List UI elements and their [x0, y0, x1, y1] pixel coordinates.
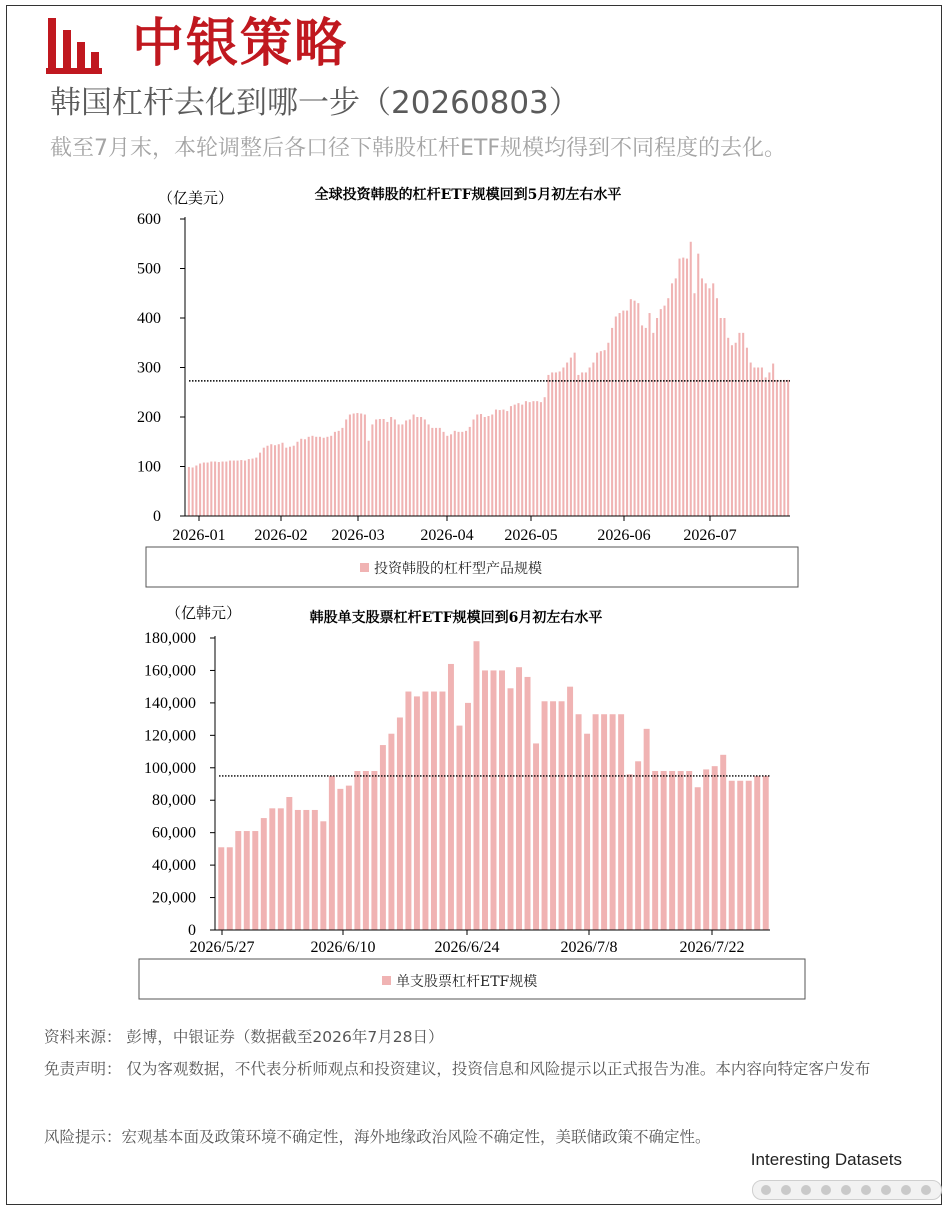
y-unit-label: （亿韩元） [166, 604, 242, 622]
bar [240, 460, 242, 516]
bar [502, 410, 504, 516]
bar [783, 380, 785, 516]
bar [380, 745, 386, 930]
bar [207, 463, 209, 516]
bar [482, 670, 488, 930]
bar [495, 410, 497, 516]
bar [686, 771, 692, 930]
x-axis-ticks [172, 516, 736, 544]
bar [394, 419, 396, 516]
bar [315, 437, 317, 516]
bar [439, 692, 445, 930]
bar [289, 447, 291, 516]
bar [630, 299, 632, 516]
x-axis-ticks [190, 930, 745, 956]
bar [330, 436, 332, 516]
bar [218, 462, 220, 516]
bar [398, 424, 400, 516]
bar [555, 372, 557, 516]
bar [371, 771, 377, 930]
bar [252, 459, 254, 516]
bar [618, 714, 624, 930]
bar [188, 467, 190, 516]
bar [375, 419, 377, 516]
x-tick-label: 2026/6/10 [310, 939, 376, 956]
bar [652, 333, 654, 516]
bar [622, 311, 624, 516]
bar [641, 325, 643, 516]
bar [693, 293, 695, 516]
bar [746, 348, 748, 516]
bar [428, 424, 430, 516]
y-unit-label: （亿美元） [158, 189, 234, 207]
bar [233, 461, 235, 516]
bar [584, 734, 590, 930]
bar [644, 729, 650, 930]
bar [439, 428, 441, 516]
bar [286, 797, 292, 930]
bar [345, 419, 347, 516]
bar [346, 786, 352, 930]
legend-swatch-icon [360, 563, 369, 572]
bar [645, 328, 647, 516]
bar [383, 419, 385, 516]
bar [753, 368, 755, 517]
bar [731, 345, 733, 516]
bar [499, 410, 501, 516]
y-tick-label: 500 [137, 260, 161, 278]
footer-risk: 风险提示：宏观基本面及政策环境不确定性，海外地缘政治风险不确定性，美联储政策不确定性。 [44, 1128, 711, 1146]
bar [397, 717, 403, 930]
bar [274, 445, 276, 516]
bar [576, 714, 582, 930]
bar [454, 431, 456, 516]
y-axis-ticks [137, 211, 185, 525]
bar [703, 769, 709, 930]
bar [705, 283, 707, 516]
footer-disclaimer: 免责声明： 仅为客观数据，不代表分析师观点和投资建议，投资信息和风险提示以正式报告为准。本内容向特定客户发布 [44, 1060, 871, 1078]
y-tick-label: 80,000 [152, 792, 196, 810]
bar [476, 415, 478, 516]
x-tick-label: 2026-07 [683, 527, 737, 544]
bar [414, 696, 420, 930]
bar [768, 372, 770, 516]
bar [508, 688, 514, 930]
bar [690, 242, 692, 516]
bar [446, 436, 448, 516]
bar [450, 434, 452, 516]
bar [592, 363, 594, 516]
bar [326, 437, 328, 516]
y-tick-label: 40,000 [152, 857, 196, 875]
bar [390, 417, 392, 516]
bar [210, 462, 212, 516]
y-tick-label: 100,000 [144, 759, 196, 777]
report-title: 韩国杠杆去化到哪一步（20260803） [50, 85, 580, 121]
bar [506, 411, 508, 516]
bar [627, 774, 633, 930]
y-tick-label: 60,000 [152, 824, 196, 842]
bar [278, 444, 280, 516]
bar [214, 462, 216, 516]
bar [716, 298, 718, 516]
bar [708, 288, 710, 516]
legend-label: 投资韩股的杠杆型产品规模 [374, 561, 542, 577]
bar [635, 761, 641, 930]
bar [304, 439, 306, 516]
legend-swatch-icon [382, 976, 391, 985]
bar [737, 781, 743, 930]
bar [465, 703, 471, 930]
x-tick-label: 2026-05 [504, 527, 558, 544]
bar [626, 311, 628, 516]
bar [637, 303, 639, 516]
bar [371, 424, 373, 516]
y-tick-label: 120,000 [144, 727, 196, 745]
bar [308, 437, 310, 516]
bar [235, 831, 241, 930]
bar [364, 415, 366, 516]
bar [458, 432, 460, 516]
bar [255, 458, 257, 516]
bar [456, 726, 462, 930]
bar [675, 278, 677, 516]
bar [559, 701, 565, 930]
bar [368, 441, 370, 516]
x-tick-label: 2026/7/8 [560, 939, 618, 956]
bar [550, 701, 556, 930]
bar [329, 776, 335, 930]
bar [431, 428, 433, 516]
bar [356, 413, 358, 516]
bar [386, 422, 388, 516]
bar [551, 372, 553, 516]
y-tick-label: 400 [137, 310, 161, 327]
bar [225, 462, 227, 516]
bar [544, 397, 546, 516]
bar [401, 424, 403, 516]
bar [474, 641, 480, 930]
bar [353, 414, 355, 516]
bar [533, 743, 539, 930]
report-subtitle: 截至7月末，本轮调整后各口径下韩股杠杆ETF规模均得到不同程度的去化。 [50, 136, 786, 161]
brand-name: 中银策略 [132, 14, 349, 74]
bar [787, 380, 789, 516]
bar [491, 670, 497, 930]
bar [671, 283, 673, 516]
bar [296, 442, 298, 516]
bar [261, 818, 267, 930]
bar [562, 368, 564, 517]
y-axis-ticks [144, 630, 215, 939]
bar [738, 333, 740, 516]
bar [772, 364, 774, 516]
bar [761, 368, 763, 517]
bar [757, 368, 759, 517]
bar [448, 664, 454, 930]
y-tick-label: 100 [137, 458, 161, 476]
x-tick-label: 2026-01 [172, 527, 226, 544]
y-tick-label: 20,000 [152, 889, 196, 907]
bar [469, 427, 471, 516]
bar [634, 301, 636, 516]
bar [227, 847, 233, 930]
bar [312, 810, 318, 930]
bar [712, 283, 714, 516]
y-tick-label: 140,000 [144, 694, 196, 712]
bar [320, 821, 326, 930]
bar [695, 787, 701, 930]
bar [293, 446, 295, 516]
axes [210, 636, 770, 930]
bar [431, 692, 437, 930]
bar [750, 363, 752, 516]
bar [585, 372, 587, 516]
bar [420, 417, 422, 516]
bar [244, 461, 246, 516]
bar [295, 810, 301, 930]
bar [686, 259, 688, 516]
bar [669, 771, 675, 930]
bar [248, 459, 250, 516]
watermark: Interesting Datasets [750, 1150, 902, 1169]
bar [559, 371, 561, 516]
x-tick-label: 2026-04 [420, 527, 474, 544]
bar [252, 831, 258, 930]
bar [763, 776, 769, 930]
bar [338, 431, 340, 516]
bar [742, 333, 744, 516]
bar [259, 453, 261, 516]
bar [263, 448, 265, 516]
bar [678, 259, 680, 516]
bar [218, 847, 224, 930]
bar [237, 461, 239, 516]
bar [611, 328, 613, 516]
chart-single-stock-leverage-etf [0, 596, 950, 1006]
bar [405, 692, 411, 930]
bar [776, 380, 778, 516]
bar [780, 380, 782, 516]
x-tick-label: 2026-03 [331, 527, 385, 544]
image-viewer-toolbar[interactable] [752, 1180, 942, 1200]
bar [192, 467, 194, 516]
bar [203, 463, 205, 516]
bar [682, 258, 684, 516]
bar [593, 714, 599, 930]
bar [540, 402, 542, 516]
bar [754, 776, 760, 930]
bar [363, 771, 369, 930]
bar [667, 298, 669, 516]
bar [388, 734, 394, 930]
bar [491, 415, 493, 516]
bar [729, 781, 735, 930]
bar [323, 438, 325, 516]
bar [422, 692, 428, 930]
bar [566, 363, 568, 516]
x-tick-label: 2026-02 [254, 527, 308, 544]
x-tick-label: 2026/6/24 [434, 939, 500, 956]
bar [525, 401, 527, 516]
bar [195, 466, 197, 516]
bar [574, 353, 576, 516]
bar [514, 405, 516, 516]
bar [661, 771, 667, 930]
bar [649, 313, 651, 516]
bar-chart-logo-icon [44, 16, 104, 74]
bar [529, 402, 531, 516]
bar [487, 416, 489, 516]
bar [270, 444, 272, 516]
bar [300, 439, 302, 516]
y-tick-label: 300 [137, 359, 161, 377]
bar [567, 687, 573, 930]
bar [303, 810, 309, 930]
bar [349, 415, 351, 516]
x-tick-label: 2026/7/22 [679, 939, 745, 956]
bar [285, 448, 287, 516]
bar [720, 755, 726, 930]
bar [199, 464, 201, 516]
bar [607, 343, 609, 516]
bar [604, 350, 606, 516]
bar [596, 353, 598, 516]
bar [319, 437, 321, 516]
bar [354, 771, 360, 930]
chart-title: 韩股单支股票杠杆ETF规模回到6月初左右水平 [309, 610, 603, 626]
bar [244, 831, 250, 930]
y-tick-label: 600 [137, 211, 161, 228]
bar [266, 446, 268, 516]
bar [472, 419, 474, 516]
bar [379, 419, 381, 516]
legend-label: 单支股票杠杆ETF规模 [396, 974, 538, 990]
y-tick-label: 180,000 [144, 630, 196, 647]
bar [516, 667, 522, 930]
bar [746, 781, 752, 930]
bar [701, 278, 703, 516]
bar [499, 670, 505, 930]
x-tick-label: 2026/5/27 [189, 939, 255, 956]
bar [735, 343, 737, 516]
bar [311, 436, 313, 516]
footer-source: 资料来源： 彭博，中银证券（数据截至2026年7月28日） [44, 1028, 444, 1046]
bar [435, 428, 437, 516]
y-tick-label: 160,000 [144, 662, 196, 680]
bar [278, 808, 284, 930]
bar [517, 403, 519, 516]
bar [581, 372, 583, 516]
bar [652, 771, 658, 930]
bar [656, 318, 658, 516]
bar [601, 714, 607, 930]
bar [424, 419, 426, 516]
bar [532, 401, 534, 516]
bar [727, 338, 729, 516]
bar [360, 414, 362, 516]
bar [461, 432, 463, 516]
bar [660, 309, 662, 516]
bar [334, 432, 336, 516]
x-tick-label: 2026-06 [597, 527, 651, 544]
bar [416, 417, 418, 516]
bars [188, 242, 790, 516]
bar [480, 414, 482, 516]
bar [600, 351, 602, 516]
bar [664, 306, 666, 516]
bar [443, 432, 445, 516]
bar [723, 318, 725, 516]
bar [765, 377, 767, 516]
bar [610, 714, 616, 930]
bar [281, 443, 283, 516]
bar [589, 368, 591, 517]
bar [521, 405, 523, 516]
y-tick-label: 0 [153, 508, 161, 525]
bar [337, 789, 343, 930]
bars [218, 641, 770, 930]
bar [619, 313, 621, 516]
bar [341, 428, 343, 516]
bar [697, 254, 699, 516]
bar [405, 420, 407, 516]
bar [678, 771, 684, 930]
chart-title: 全球投资韩股的杠杆ETF规模回到5月初左右水平 [314, 187, 622, 203]
bar [577, 375, 579, 516]
bar [712, 766, 718, 930]
chart-global-leverage-etf [0, 176, 950, 596]
y-tick-label: 200 [137, 409, 161, 426]
bar [465, 431, 467, 516]
y-tick-label: 0 [188, 922, 196, 939]
bar [542, 701, 548, 930]
bar [510, 406, 512, 516]
bar [484, 417, 486, 516]
bar [222, 462, 224, 516]
bar [229, 461, 231, 516]
bar [409, 419, 411, 516]
bar [413, 415, 415, 516]
bar [547, 375, 549, 516]
bar [525, 677, 531, 930]
bar [269, 808, 275, 930]
bar [615, 317, 617, 516]
bar [720, 318, 722, 516]
bar [536, 401, 538, 516]
